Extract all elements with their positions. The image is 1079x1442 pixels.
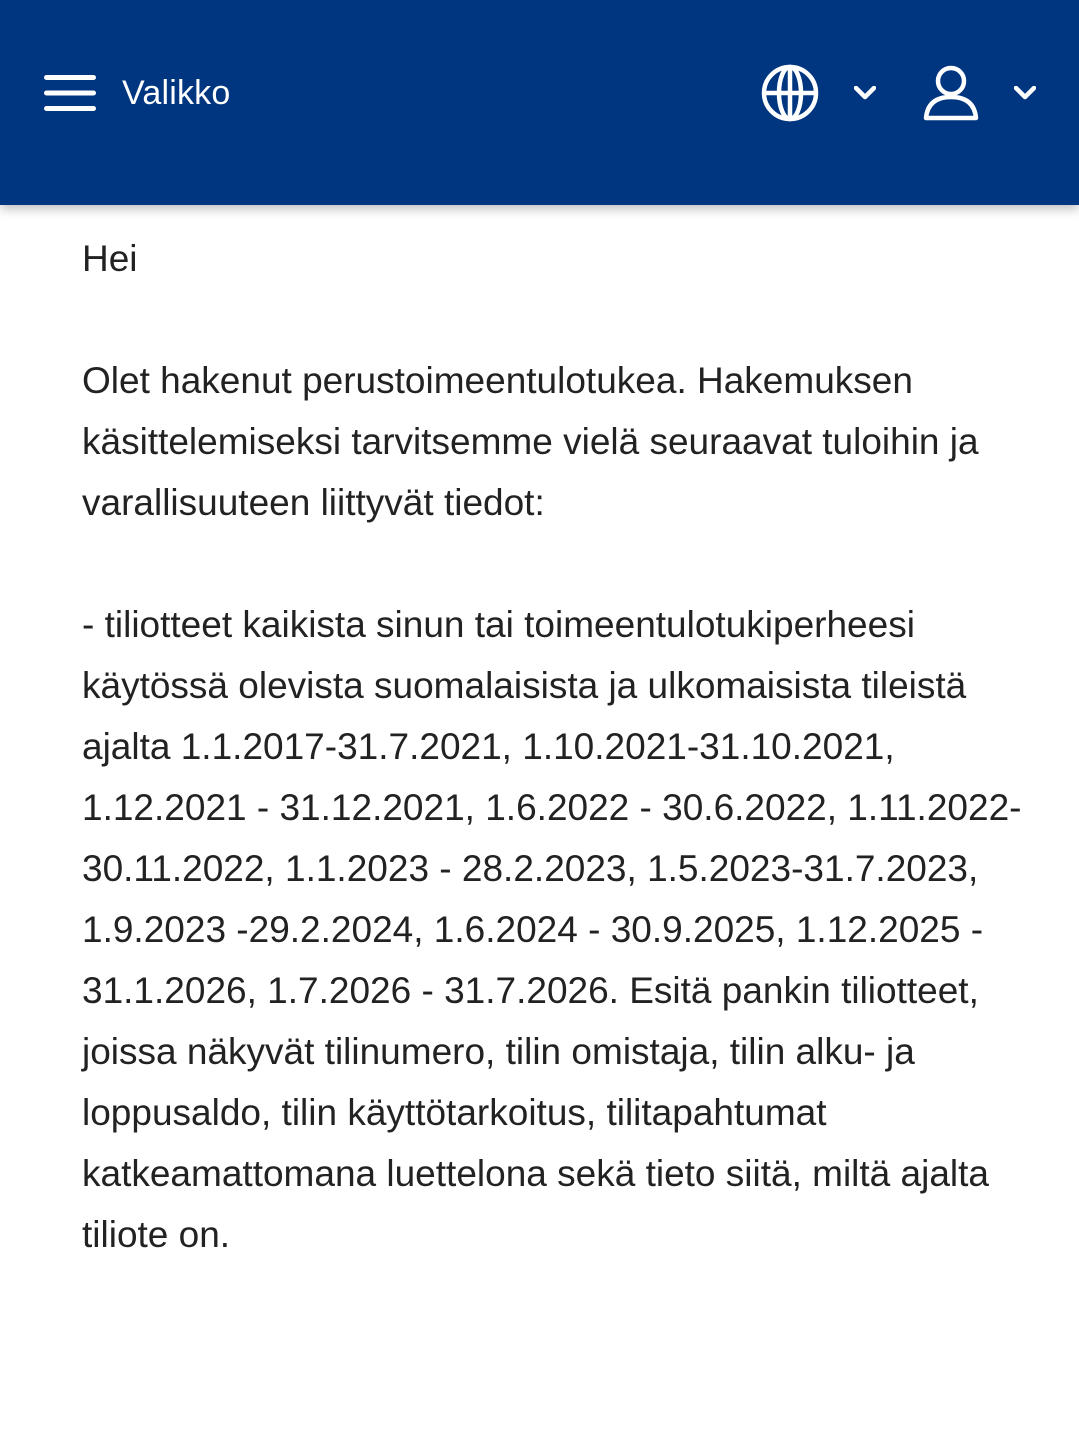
menu-label: Valikko — [122, 73, 231, 112]
message-paragraph-intro: Olet hakenut perustoimeentulotukea. Hakemuksen käsittelemiseksi tarvitsemme vielä seuraavat tuloihin ja varallisuuteen liittyvät tiedot: — [82, 360, 979, 523]
globe-icon — [760, 63, 820, 128]
message-greeting: Hei — [82, 238, 138, 279]
menu-button[interactable] — [44, 62, 230, 124]
language-selector-button[interactable] — [760, 64, 876, 126]
user-account-button[interactable] — [922, 64, 1036, 126]
chevron-down-icon — [1014, 86, 1036, 105]
top-navigation-bar — [0, 0, 1079, 205]
message-paragraph-requirements: - tiliotteet kaikista sinun tai toimeentulotukiperheesi käytössä olevista suomalaisista ja ulkomaisista tileistä ajalta 1.1.2017-31.7.2021, 1.10.2021-31.10.2021, 1.12.2021 - 31.12.2021, 1.6.2022 - 30.6.2022, 1.11.2022-30.11.2022, 1.1.2023 - 28.2.2023, 1.5.2023-31.7.2023, 1.9.2023 -29.2.2024, 1.6.2024 - 30.9.2025, 1.12.2025 - 31.1.2026, 1.7.2026 - 31.7.2026. Esitä pankin tiliotteet, joissa näkyvät tilinumero, tilin omistaja, tilin alku- ja loppusaldo, tilin käyttötarkoitus, tilitapahtumat katkeamattomana luettelona sekä tieto siitä, miltä ajalta tiliote on. — [82, 604, 1022, 1255]
hamburger-menu-icon — [44, 73, 96, 113]
chevron-down-icon — [854, 86, 876, 105]
message-body — [82, 228, 1032, 1265]
user-icon — [922, 64, 980, 127]
